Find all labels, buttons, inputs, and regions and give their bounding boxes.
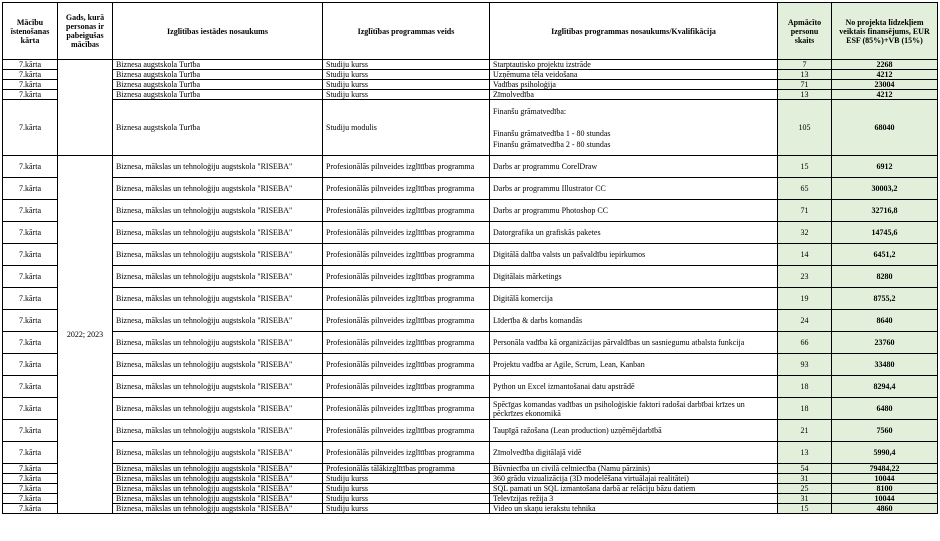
cell-person-count: 93: [778, 354, 832, 376]
table-row: [3, 244, 938, 266]
table-row: [3, 310, 938, 332]
header-row: [3, 3, 938, 60]
program-name-line: [493, 117, 774, 128]
cell-program-name: Video un skaņu ierakstu tehnika: [490, 504, 778, 514]
cell-program-name: Darbs ar programmu Illustrator CC: [490, 178, 778, 200]
cell-program-type: Studiju kurss: [323, 484, 490, 494]
cell-program-type: Profesionālās pilnveides izglītības programma: [323, 398, 490, 420]
cell-person-count: 21: [778, 420, 832, 442]
table-body: [3, 60, 938, 514]
cell-funding-amount: 6912: [832, 156, 938, 178]
cell-person-count: 105: [778, 100, 832, 156]
cell-round: 7.kārta: [3, 474, 58, 484]
cell-program-type: Profesionālās pilnveides izglītības programma: [323, 310, 490, 332]
cell-program-name: Darbs ar programmu CorelDraw: [490, 156, 778, 178]
cell-program-type: Profesionālās pilnveides izglītības programma: [323, 376, 490, 398]
cell-round: 7.kārta: [3, 178, 58, 200]
table-row: [3, 464, 938, 474]
cell-institution: Biznesa, mākslas un tehnoloģiju augstskola "RISEBA": [113, 222, 323, 244]
cell-institution: Biznesa, mākslas un tehnoloģiju augstskola "RISEBA": [113, 266, 323, 288]
cell-program-name: Darbs ar programmu Photoshop CC: [490, 200, 778, 222]
cell-round: 7.kārta: [3, 80, 58, 90]
cell-funding-amount: 2268: [832, 60, 938, 70]
cell-program-type: Studiju kurss: [323, 60, 490, 70]
cell-round: 7.kārta: [3, 100, 58, 156]
cell-program-type: Profesionālās tālākizglītības programma: [323, 464, 490, 474]
cell-program-type: Studiju kurss: [323, 504, 490, 514]
data-table: [2, 2, 938, 514]
cell-program-name: Zīmolvedība: [490, 90, 778, 100]
cell-round: 7.kārta: [3, 354, 58, 376]
cell-round: 7.kārta: [3, 494, 58, 504]
cell-round: 7.kārta: [3, 442, 58, 464]
program-name-line: Finanšu grāmatvedība:: [493, 106, 567, 116]
table-row: [3, 398, 938, 420]
table-row: [3, 60, 938, 70]
cell-round: 7.kārta: [3, 60, 58, 70]
cell-institution: Biznesa, mākslas un tehnoloģiju augstskola "RISEBA": [113, 310, 323, 332]
table-row: [3, 494, 938, 504]
cell-funding-amount: 10044: [832, 474, 938, 484]
cell-institution: Biznesa, mākslas un tehnoloģiju augstskola "RISEBA": [113, 398, 323, 420]
cell-funding-amount: 4212: [832, 90, 938, 100]
cell-round: 7.kārta: [3, 332, 58, 354]
cell-round: 7.kārta: [3, 222, 58, 244]
cell-program-name: 360 grādu vizualizācija (3D modelēšana virtuālajai realitātei): [490, 474, 778, 484]
cell-program-name: [490, 100, 778, 156]
cell-program-name: Personāla vadība kā organizācijas pārvaldības un sasniegumu atbalsta funkcija: [490, 332, 778, 354]
cell-institution: Biznesa, mākslas un tehnoloģiju augstskola "RISEBA": [113, 244, 323, 266]
cell-program-name: Vadības psiholoģija: [490, 80, 778, 90]
cell-round: 7.kārta: [3, 244, 58, 266]
cell-funding-amount: 8640: [832, 310, 938, 332]
cell-program-type: Studiju kurss: [323, 474, 490, 484]
cell-year-group-1: [58, 60, 113, 156]
table-row: [3, 200, 938, 222]
cell-person-count: 15: [778, 504, 832, 514]
table-row: [3, 156, 938, 178]
cell-institution: Biznesa, mākslas un tehnoloģiju augstskola "RISEBA": [113, 442, 323, 464]
cell-person-count: 31: [778, 474, 832, 484]
cell-funding-amount: 32716,8: [832, 200, 938, 222]
program-name-line: Finanšu grāmatvedība 2 - 80 stundas: [493, 139, 611, 149]
cell-funding-amount: 4212: [832, 70, 938, 80]
cell-program-name: Digitālā komercija: [490, 288, 778, 310]
cell-institution: Biznesa, mākslas un tehnoloģiju augstskola "RISEBA": [113, 354, 323, 376]
cell-person-count: 19: [778, 288, 832, 310]
cell-person-count: 7: [778, 60, 832, 70]
cell-round: 7.kārta: [3, 90, 58, 100]
cell-funding-amount: 8294,4: [832, 376, 938, 398]
cell-program-type: Profesionālās pilnveides izglītības programma: [323, 288, 490, 310]
table-row: [3, 80, 938, 90]
cell-funding-amount: 68040: [832, 100, 938, 156]
cell-program-name: Televīzijas režija 3: [490, 494, 778, 504]
cell-program-type: Profesionālās pilnveides izglītības programma: [323, 332, 490, 354]
table-row: [3, 90, 938, 100]
table-row: [3, 178, 938, 200]
table-row: [3, 442, 938, 464]
cell-round: 7.kārta: [3, 464, 58, 474]
cell-round: 7.kārta: [3, 70, 58, 80]
cell-person-count: 15: [778, 156, 832, 178]
cell-round: 7.kārta: [3, 376, 58, 398]
cell-funding-amount: 8755,2: [832, 288, 938, 310]
cell-institution: Biznesa augstskola Turība: [113, 60, 323, 70]
cell-program-type: Profesionālās pilnveides izglītības programma: [323, 442, 490, 464]
cell-institution: Biznesa, mākslas un tehnoloģiju augstskola "RISEBA": [113, 494, 323, 504]
cell-person-count: 14: [778, 244, 832, 266]
cell-program-type: Profesionālās pilnveides izglītības programma: [323, 200, 490, 222]
cell-round: 7.kārta: [3, 266, 58, 288]
cell-round: 7.kārta: [3, 504, 58, 514]
cell-program-type: Studiju kurss: [323, 90, 490, 100]
cell-institution: Biznesa, mākslas un tehnoloģiju augstskola "RISEBA": [113, 484, 323, 494]
cell-funding-amount: 14745,6: [832, 222, 938, 244]
cell-institution: Biznesa, mākslas un tehnoloģiju augstskola "RISEBA": [113, 288, 323, 310]
table-row: [3, 70, 938, 80]
cell-person-count: 31: [778, 494, 832, 504]
cell-program-name: Uzņēmuma tēla veidošana: [490, 70, 778, 80]
table-row: [3, 288, 938, 310]
cell-person-count: 66: [778, 332, 832, 354]
cell-program-type: Studiju kurss: [323, 494, 490, 504]
cell-institution: Biznesa augstskola Turība: [113, 90, 323, 100]
cell-person-count: 25: [778, 484, 832, 494]
cell-program-type: Profesionālās pilnveides izglītības programma: [323, 178, 490, 200]
cell-person-count: 13: [778, 70, 832, 80]
cell-program-type: Profesionālās pilnveides izglītības programma: [323, 244, 490, 266]
cell-program-type: Studiju kurss: [323, 70, 490, 80]
cell-institution: Biznesa augstskola Turība: [113, 80, 323, 90]
cell-year: 2022; 2023: [58, 156, 113, 514]
table-row: [3, 376, 938, 398]
table-row: [3, 484, 938, 494]
table-row: [3, 266, 938, 288]
cell-institution: Biznesa, mākslas un tehnoloģiju augstskola "RISEBA": [113, 156, 323, 178]
cell-institution: Biznesa, mākslas un tehnoloģiju augstskola "RISEBA": [113, 420, 323, 442]
cell-round: 7.kārta: [3, 200, 58, 222]
cell-funding-amount: 6480: [832, 398, 938, 420]
cell-institution: Biznesa, mākslas un tehnoloģiju augstskola "RISEBA": [113, 464, 323, 474]
cell-person-count: 13: [778, 442, 832, 464]
cell-round: 7.kārta: [3, 420, 58, 442]
cell-institution: Biznesa augstskola Turība: [113, 70, 323, 80]
cell-program-name: Datorgrafika un grafiskās paketes: [490, 222, 778, 244]
header-person-count: Apmācīto personu skaits: [778, 3, 832, 60]
cell-institution: Biznesa, mākslas un tehnoloģiju augstskola "RISEBA": [113, 200, 323, 222]
header-round: Mācību īstenošanas kārta: [3, 3, 58, 60]
cell-program-name: Zīmolvedība digitālajā vidē: [490, 442, 778, 464]
cell-program-name: Spēcīgas komandas vadības un psiholoģiskie faktori radošai darbībai krīzes un pēckrīzes ekonomikā: [490, 398, 778, 420]
cell-program-name: Digitālais mārketings: [490, 266, 778, 288]
cell-funding-amount: 4860: [832, 504, 938, 514]
cell-funding-amount: 33480: [832, 354, 938, 376]
cell-institution: Biznesa, mākslas un tehnoloģiju augstskola "RISEBA": [113, 504, 323, 514]
cell-round: 7.kārta: [3, 484, 58, 494]
cell-person-count: 54: [778, 464, 832, 474]
cell-program-name: Projektu vadība ar Agile, Scrum, Lean, Kanban: [490, 354, 778, 376]
cell-funding-amount: 79484,22: [832, 464, 938, 474]
cell-program-name: SQL pamati un SQL izmantošana darbā ar relāciju bāzu datiem: [490, 484, 778, 494]
table-row: [3, 474, 938, 484]
cell-funding-amount: 23760: [832, 332, 938, 354]
cell-person-count: 23: [778, 266, 832, 288]
header-program-name: Izglītības programmas nosaukums/Kvalifikācija: [490, 3, 778, 60]
cell-person-count: 24: [778, 310, 832, 332]
cell-funding-amount: 6451,2: [832, 244, 938, 266]
cell-institution: Biznesa, mākslas un tehnoloģiju augstskola "RISEBA": [113, 376, 323, 398]
table-row: [3, 332, 938, 354]
cell-program-type: Profesionālās pilnveides izglītības programma: [323, 420, 490, 442]
cell-program-name: Līderība & darbs komandās: [490, 310, 778, 332]
cell-round: 7.kārta: [3, 288, 58, 310]
cell-institution: Biznesa, mākslas un tehnoloģiju augstskola "RISEBA": [113, 178, 323, 200]
cell-institution: Biznesa, mākslas un tehnoloģiju augstskola "RISEBA": [113, 474, 323, 484]
cell-funding-amount: 30003,2: [832, 178, 938, 200]
table-row: [3, 354, 938, 376]
header-program-type: Izglītības programmas veids: [323, 3, 490, 60]
cell-program-type: Profesionālās pilnveides izglītības programma: [323, 156, 490, 178]
program-name-line: Finanšu grāmatvedība 1 - 80 stundas: [493, 128, 611, 138]
cell-program-type: Profesionālās pilnveides izglītības programma: [323, 222, 490, 244]
cell-program-name: Digitālā dalība valsts un pašvaldību iepirkumos: [490, 244, 778, 266]
cell-funding-amount: 23004: [832, 80, 938, 90]
cell-funding-amount: 7560: [832, 420, 938, 442]
cell-funding-amount: 8100: [832, 484, 938, 494]
cell-program-type: Studiju modulis: [323, 100, 490, 156]
cell-program-type: Profesionālās pilnveides izglītības programma: [323, 354, 490, 376]
cell-person-count: 18: [778, 376, 832, 398]
cell-round: 7.kārta: [3, 310, 58, 332]
cell-funding-amount: 8280: [832, 266, 938, 288]
cell-round: 7.kārta: [3, 398, 58, 420]
cell-program-name: Python un Excel izmantošanai datu apstrādē: [490, 376, 778, 398]
cell-institution: Biznesa, mākslas un tehnoloģiju augstskola "RISEBA": [113, 332, 323, 354]
cell-program-name: Taupīgā ražošana (Lean production) uzņēmējdarbībā: [490, 420, 778, 442]
cell-program-name: Būvniecība un civilā celtniecība (Namu pārzinis): [490, 464, 778, 474]
table-row: [3, 420, 938, 442]
cell-person-count: 13: [778, 90, 832, 100]
table-row: [3, 100, 938, 156]
cell-program-name: Starptautisko projektu izstrāde: [490, 60, 778, 70]
table-row: [3, 504, 938, 514]
cell-program-type: Studiju kurss: [323, 80, 490, 90]
header-institution: Izglītības iestādes nosaukums: [113, 3, 323, 60]
cell-program-type: Profesionālās pilnveides izglītības programma: [323, 266, 490, 288]
header-funding: No projekta līdzekļiem veiktais finansējums, EUR ESF (85%)+VB (15%): [832, 3, 938, 60]
header-year: Gads, kurā personas ir pabeigušas mācības: [58, 3, 113, 60]
cell-funding-amount: 10044: [832, 494, 938, 504]
cell-round: 7.kārta: [3, 156, 58, 178]
cell-person-count: 18: [778, 398, 832, 420]
cell-person-count: 65: [778, 178, 832, 200]
cell-institution: Biznesa augstskola Turība: [113, 100, 323, 156]
cell-person-count: 32: [778, 222, 832, 244]
cell-funding-amount: 5990,4: [832, 442, 938, 464]
cell-person-count: 71: [778, 200, 832, 222]
table-row: [3, 222, 938, 244]
cell-person-count: 71: [778, 80, 832, 90]
